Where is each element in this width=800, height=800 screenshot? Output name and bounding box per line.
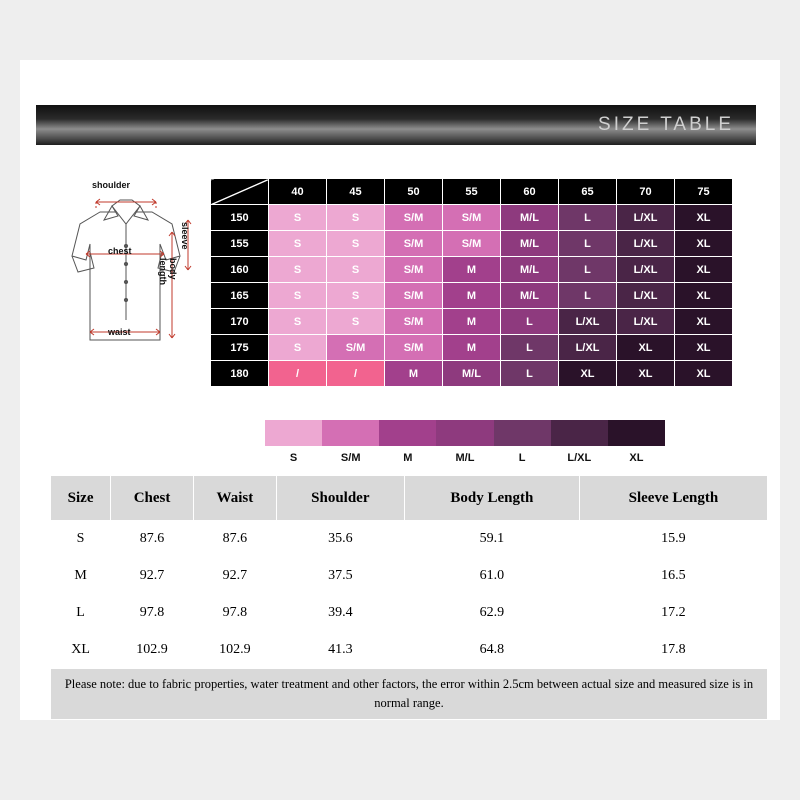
cell-shoulder: 35.6: [276, 521, 404, 558]
matrix-cell: L/XL: [617, 231, 675, 257]
matrix-cell: L/XL: [559, 335, 617, 361]
legend-label: L: [518, 452, 526, 464]
page-title: SIZE TABLE: [598, 114, 734, 135]
matrix-cell: S/M: [385, 205, 443, 231]
matrix-cell: S/M: [443, 205, 501, 231]
cell-size: M: [51, 558, 111, 595]
matrix-cell: XL: [675, 257, 733, 283]
matrix-col-header: 60: [501, 179, 559, 205]
matrix-cell: M: [443, 335, 501, 361]
matrix-cell: S/M: [443, 231, 501, 257]
note-row: [51, 669, 768, 720]
matrix-row-header: 170: [211, 309, 269, 335]
matrix-row: [211, 361, 733, 387]
matrix-row-header: 150: [211, 205, 269, 231]
column-header-size: Size: [51, 476, 111, 521]
matrix-cell: M/L: [501, 257, 559, 283]
matrix-cell: L: [559, 231, 617, 257]
matrix-cell: S: [269, 231, 327, 257]
cell-sleeve-length: 15.9: [579, 521, 767, 558]
matrix-cell: S: [269, 309, 327, 335]
cell-shoulder: 39.4: [276, 595, 404, 632]
matrix-cell: M/L: [501, 205, 559, 231]
column-header-waist: Waist: [193, 476, 276, 521]
cell-sleeve-length: 17.8: [579, 632, 767, 669]
legend-label: M: [403, 452, 413, 464]
matrix-row-header: 155: [211, 231, 269, 257]
measurements-header-row: [51, 476, 768, 521]
shirt-illustration: [60, 180, 215, 360]
matrix-cell: XL: [675, 231, 733, 257]
matrix-row-header: 180: [211, 361, 269, 387]
label-body-length: body length: [158, 258, 178, 285]
legend-label: L/XL: [567, 452, 592, 464]
matrix-cell: L: [559, 283, 617, 309]
matrix-cell: S: [327, 283, 385, 309]
matrix-cell: S: [269, 205, 327, 231]
matrix-corner-cell: [211, 179, 269, 205]
matrix-cell: M/L: [443, 361, 501, 387]
matrix-row: [211, 205, 733, 231]
legend-color-bar: [265, 420, 665, 446]
size-chart-sheet: [20, 60, 780, 720]
matrix-cell: M/L: [501, 231, 559, 257]
matrix-cell: L/XL: [617, 309, 675, 335]
matrix-cell: L/XL: [617, 283, 675, 309]
matrix-col-header: 75: [675, 179, 733, 205]
cell-body-length: 64.8: [404, 632, 579, 669]
legend-label: M/L: [455, 452, 475, 464]
matrix-cell: /: [327, 361, 385, 387]
disclaimer-note: Please note: due to fabric properties, water treatment and other factors, the error within 2.5cm between actual size and measured size is in normal range.: [51, 669, 768, 720]
size-matrix: [210, 178, 733, 387]
legend-label: S: [289, 452, 298, 464]
matrix-cell: M: [385, 361, 443, 387]
matrix-cell: S/M: [385, 231, 443, 257]
matrix-col-header: 55: [443, 179, 501, 205]
column-header-body-length: Body Length: [404, 476, 579, 521]
matrix-row: [211, 283, 733, 309]
matrix-cell: L: [501, 335, 559, 361]
matrix-cell: L/XL: [617, 205, 675, 231]
cell-waist: 92.7: [193, 558, 276, 595]
label-waist: waist: [108, 327, 131, 337]
cell-body-length: 62.9: [404, 595, 579, 632]
legend-swatch-m: [379, 420, 436, 446]
matrix-row: [211, 257, 733, 283]
cell-waist: 87.6: [193, 521, 276, 558]
cell-shoulder: 41.3: [276, 632, 404, 669]
matrix-header-row: [211, 179, 733, 205]
measurements-table: [50, 475, 768, 720]
matrix-cell: L/XL: [559, 309, 617, 335]
matrix-cell: S: [327, 205, 385, 231]
legend-label: XL: [629, 452, 644, 464]
matrix-col-header: 40: [269, 179, 327, 205]
matrix-cell: XL: [617, 335, 675, 361]
cell-waist: 97.8: [193, 595, 276, 632]
matrix-cell: S: [269, 335, 327, 361]
legend-swatch-s: [265, 420, 322, 446]
legend-swatch-lxl: [551, 420, 608, 446]
banner: [36, 105, 756, 145]
cell-size: S: [51, 521, 111, 558]
matrix-cell: S/M: [385, 283, 443, 309]
garment-diagram: [60, 180, 215, 360]
legend-swatch-sm: [322, 420, 379, 446]
matrix-cell: M/L: [501, 283, 559, 309]
matrix-cell: S/M: [385, 335, 443, 361]
color-legend: [265, 420, 665, 464]
matrix-col-header: 50: [385, 179, 443, 205]
matrix-col-header: 70: [617, 179, 675, 205]
cell-chest: 92.7: [111, 558, 194, 595]
matrix-cell: S: [327, 231, 385, 257]
matrix-cell: S: [269, 257, 327, 283]
cell-size: L: [51, 595, 111, 632]
matrix-cell: S/M: [327, 335, 385, 361]
legend-swatch-l: [494, 420, 551, 446]
label-chest: chest: [108, 246, 132, 256]
matrix-row-header: 175: [211, 335, 269, 361]
matrix-cell: L: [501, 361, 559, 387]
matrix-cell: M: [443, 283, 501, 309]
cell-sleeve-length: 17.2: [579, 595, 767, 632]
matrix-row: [211, 231, 733, 257]
table-row: [51, 595, 768, 632]
matrix-cell: XL: [675, 361, 733, 387]
matrix-col-header: 65: [559, 179, 617, 205]
cell-chest: 102.9: [111, 632, 194, 669]
matrix-row-header: 165: [211, 283, 269, 309]
matrix-row-header: 160: [211, 257, 269, 283]
matrix-cell: /: [269, 361, 327, 387]
matrix-cell: XL: [559, 361, 617, 387]
matrix-cell: L: [559, 205, 617, 231]
matrix-cell: L: [501, 309, 559, 335]
legend-swatch-ml: [436, 420, 493, 446]
cell-sleeve-length: 16.5: [579, 558, 767, 595]
matrix-cell: L/XL: [617, 257, 675, 283]
table-row: [51, 521, 768, 558]
cell-body-length: 59.1: [404, 521, 579, 558]
matrix-cell: XL: [617, 361, 675, 387]
legend-label: S/M: [340, 452, 361, 464]
matrix-cell: XL: [675, 335, 733, 361]
column-header-shoulder: Shoulder: [276, 476, 404, 521]
matrix-col-header: 45: [327, 179, 385, 205]
cell-chest: 97.8: [111, 595, 194, 632]
label-shoulder: shoulder: [92, 180, 131, 190]
matrix-cell: XL: [675, 205, 733, 231]
matrix-cell: M: [443, 309, 501, 335]
matrix-cell: XL: [675, 309, 733, 335]
matrix-cell: S: [327, 257, 385, 283]
legend-labels: [265, 452, 665, 464]
matrix-row: [211, 309, 733, 335]
cell-chest: 87.6: [111, 521, 194, 558]
column-header-sleeve-length: Sleeve Length: [579, 476, 767, 521]
matrix-cell: M: [443, 257, 501, 283]
matrix-row: [211, 335, 733, 361]
matrix-cell: S: [269, 283, 327, 309]
cell-waist: 102.9: [193, 632, 276, 669]
column-header-chest: Chest: [111, 476, 194, 521]
matrix-cell: S: [327, 309, 385, 335]
cell-shoulder: 37.5: [276, 558, 404, 595]
table-row: [51, 632, 768, 669]
label-sleeve: sleeve: [180, 222, 190, 250]
cell-size: XL: [51, 632, 111, 669]
matrix-cell: L: [559, 257, 617, 283]
matrix-cell: XL: [675, 283, 733, 309]
table-row: [51, 558, 768, 595]
cell-body-length: 61.0: [404, 558, 579, 595]
matrix-cell: S/M: [385, 257, 443, 283]
matrix-cell: S/M: [385, 309, 443, 335]
legend-swatch-xl: [608, 420, 665, 446]
